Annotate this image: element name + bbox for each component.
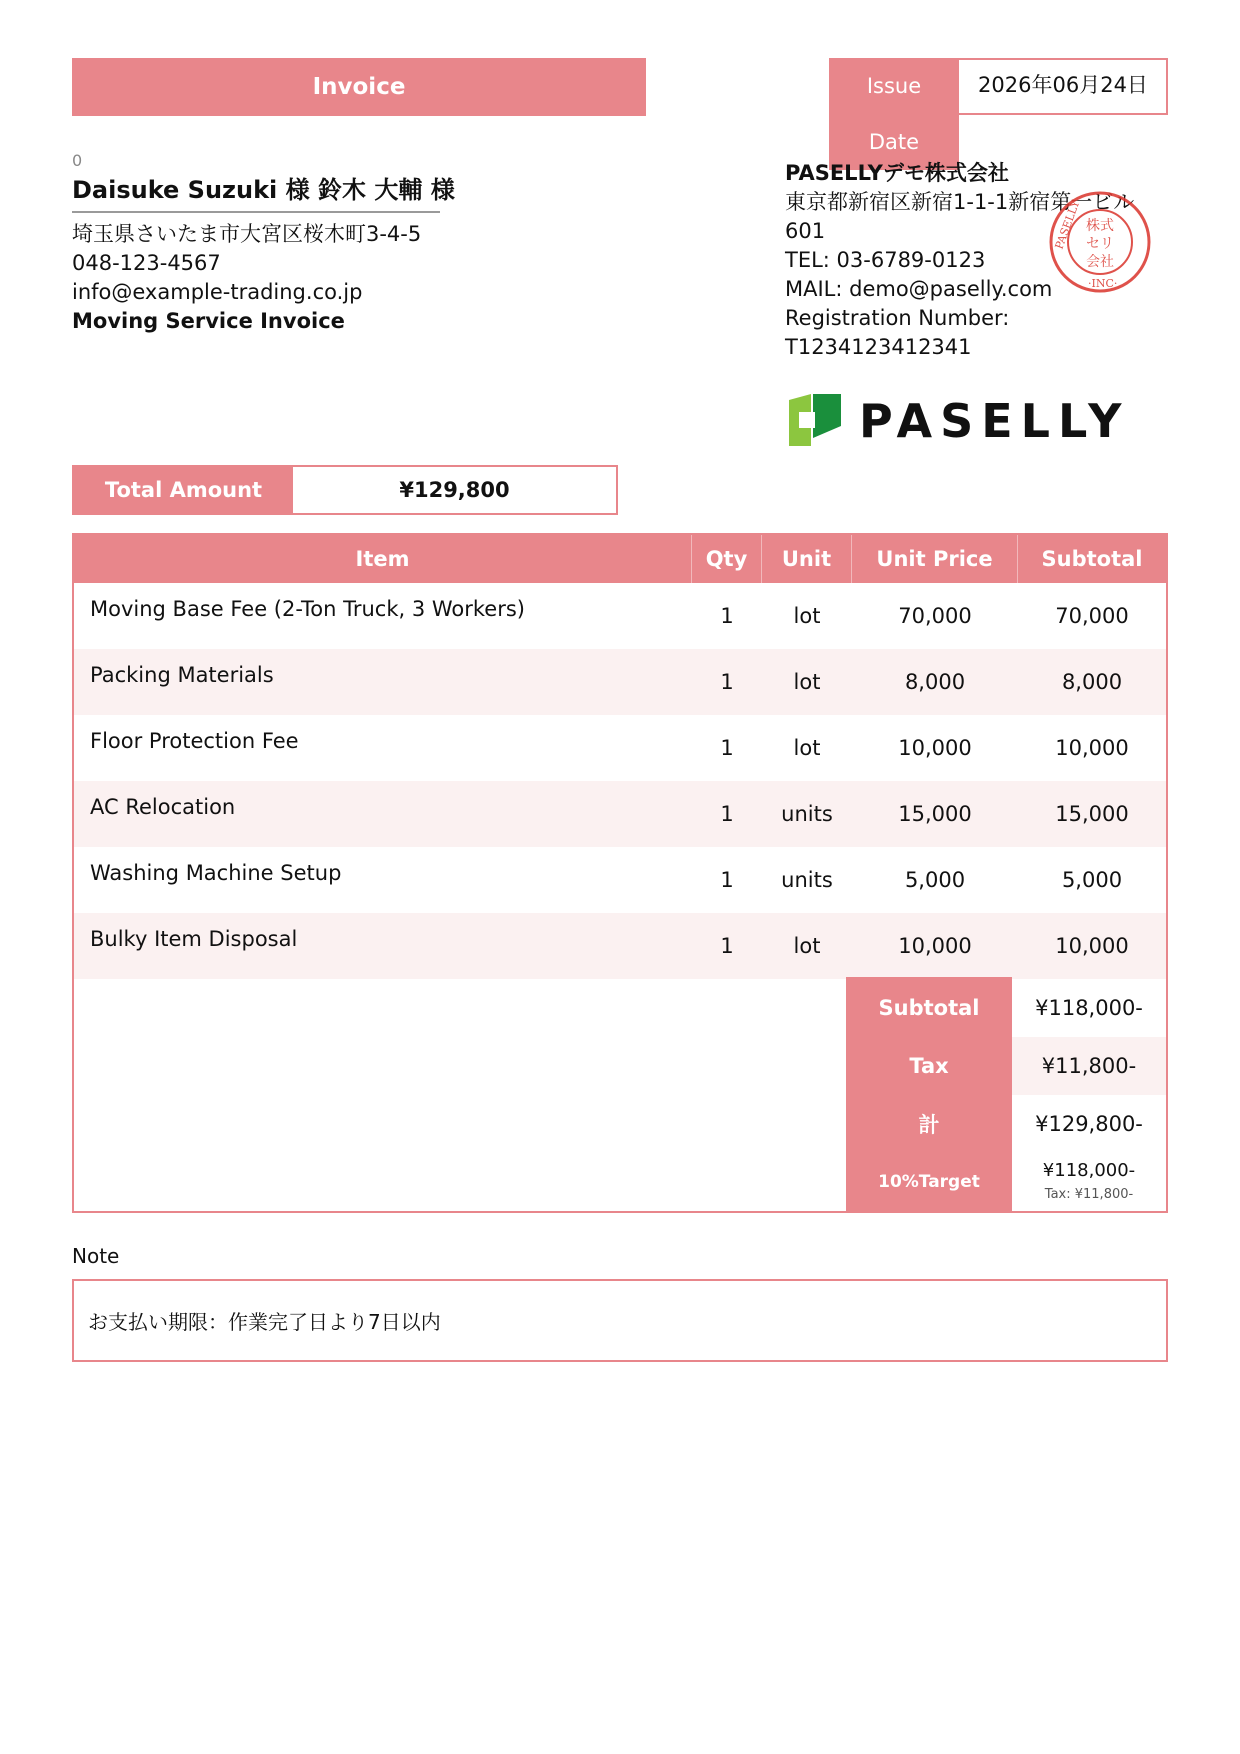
- issue-date-value: 2026年06月24日: [978, 73, 1148, 97]
- row-unit-price: 15,000: [898, 802, 972, 826]
- invoice-subject: Moving Service Invoice: [72, 309, 345, 333]
- logo-wordmark: PASELLY: [859, 394, 1130, 448]
- company-address-line-1: 東京都新宿区新宿1-1-1新宿第一ビル: [785, 190, 1135, 214]
- row-subtotal: 10,000: [1055, 736, 1129, 760]
- note-box: [72, 1279, 1168, 1362]
- row-subtotal: 15,000: [1055, 802, 1129, 826]
- svg-text:会社: 会社: [1086, 254, 1114, 270]
- header-item: Item: [74, 535, 692, 583]
- registration-number: T1234123412341: [785, 335, 972, 359]
- row-qty: 1: [720, 604, 734, 628]
- summary-subtotal-label: Subtotal: [878, 996, 980, 1020]
- row-subtotal: 10,000: [1055, 934, 1129, 958]
- company-name: PASELLYデモ株式会社: [785, 161, 1009, 185]
- header-unit-price: Unit Price: [852, 535, 1018, 583]
- header-qty: Qty: [692, 535, 762, 583]
- issue-label-line-1: Issue: [866, 74, 922, 98]
- registration-label: Registration Number:: [785, 306, 1010, 330]
- summary-total-value: ¥129,800-: [1035, 1112, 1143, 1136]
- company-address-line-2: 601: [785, 219, 826, 243]
- line-items-table: [72, 533, 1168, 1213]
- issue-date-label: [829, 58, 959, 170]
- row-unit: units: [781, 868, 833, 892]
- row-item: Bulky Item Disposal: [90, 927, 298, 951]
- summary-target-label: 10%Target: [878, 1172, 980, 1192]
- row-qty: 1: [720, 868, 734, 892]
- row-qty: 1: [720, 802, 734, 826]
- row-unit-price: 10,000: [898, 736, 972, 760]
- company-mail: MAIL: demo@paselly.com: [785, 277, 1053, 301]
- row-item: Washing Machine Setup: [90, 861, 342, 885]
- total-amount-value: ¥129,800: [399, 478, 510, 502]
- customer-email: info@example-trading.co.jp: [72, 280, 363, 304]
- row-unit: lot: [793, 934, 821, 958]
- table-row: [74, 847, 1166, 913]
- table-header: [74, 535, 1166, 583]
- summary-target-value: ¥118,000-: [1042, 1159, 1136, 1181]
- summary-tax-value: ¥11,800-: [1041, 1054, 1137, 1078]
- issue-label-line-2: Date: [868, 130, 920, 154]
- company-logo: [785, 390, 1130, 450]
- svg-text:セリ: セリ: [1086, 236, 1114, 252]
- note-text: お支払い期限：作業完了日より7日以内: [88, 1310, 441, 1334]
- row-item: Floor Protection Fee: [90, 729, 299, 753]
- table-row: [74, 649, 1166, 715]
- total-amount-label: Total Amount: [74, 467, 293, 513]
- table-row: [74, 583, 1166, 649]
- row-subtotal: 5,000: [1061, 868, 1123, 892]
- row-unit-price: 70,000: [898, 604, 972, 628]
- row-unit: lot: [793, 670, 821, 694]
- summary-subtotal-value: ¥118,000-: [1035, 996, 1143, 1020]
- customer-address: 埼玉県さいたま市大宮区桜木町3-4-5: [72, 222, 422, 246]
- row-unit-price: 8,000: [904, 670, 966, 694]
- header-unit: Unit: [762, 535, 852, 583]
- summary-total-label: 計: [918, 1113, 940, 1137]
- customer-phone: 048-123-4567: [72, 251, 221, 275]
- svg-text:·INC·: ·INC·: [1088, 277, 1118, 290]
- row-unit-price: 5,000: [904, 868, 966, 892]
- summary-tax-label: Tax: [909, 1054, 949, 1078]
- customer-number: 0: [72, 151, 83, 170]
- row-unit: lot: [793, 736, 821, 760]
- row-subtotal: 8,000: [1061, 670, 1123, 694]
- table-row: [74, 715, 1166, 781]
- total-amount-box: [72, 465, 618, 515]
- invoice-title: Invoice: [72, 58, 646, 116]
- row-unit: lot: [793, 604, 821, 628]
- row-unit: units: [781, 802, 833, 826]
- table-row: [74, 913, 1166, 979]
- table-row: [74, 781, 1166, 847]
- logo-mark-icon: [785, 390, 845, 450]
- header-subtotal: Subtotal: [1041, 547, 1143, 571]
- row-qty: 1: [720, 670, 734, 694]
- row-item: Moving Base Fee (2-Ton Truck, 3 Workers): [90, 597, 525, 621]
- row-item: Packing Materials: [90, 663, 274, 687]
- note-label: Note: [72, 1244, 120, 1268]
- company-tel: TEL: 03-6789-0123: [785, 248, 986, 272]
- row-qty: 1: [720, 934, 734, 958]
- row-unit-price: 10,000: [898, 934, 972, 958]
- row-qty: 1: [720, 736, 734, 760]
- summary-target-tax: Tax: ¥11,800-: [1044, 1186, 1134, 1202]
- svg-text:PASELLY: PASELLY: [1052, 198, 1083, 252]
- row-item: AC Relocation: [90, 795, 236, 819]
- row-subtotal: 70,000: [1055, 604, 1129, 628]
- customer-details: [72, 220, 421, 336]
- svg-text:株式: 株式: [1086, 218, 1114, 234]
- company-seal-stamp: [1048, 190, 1152, 294]
- customer-name: Daisuke Suzuki 様 鈴木 大輔 様: [72, 170, 440, 213]
